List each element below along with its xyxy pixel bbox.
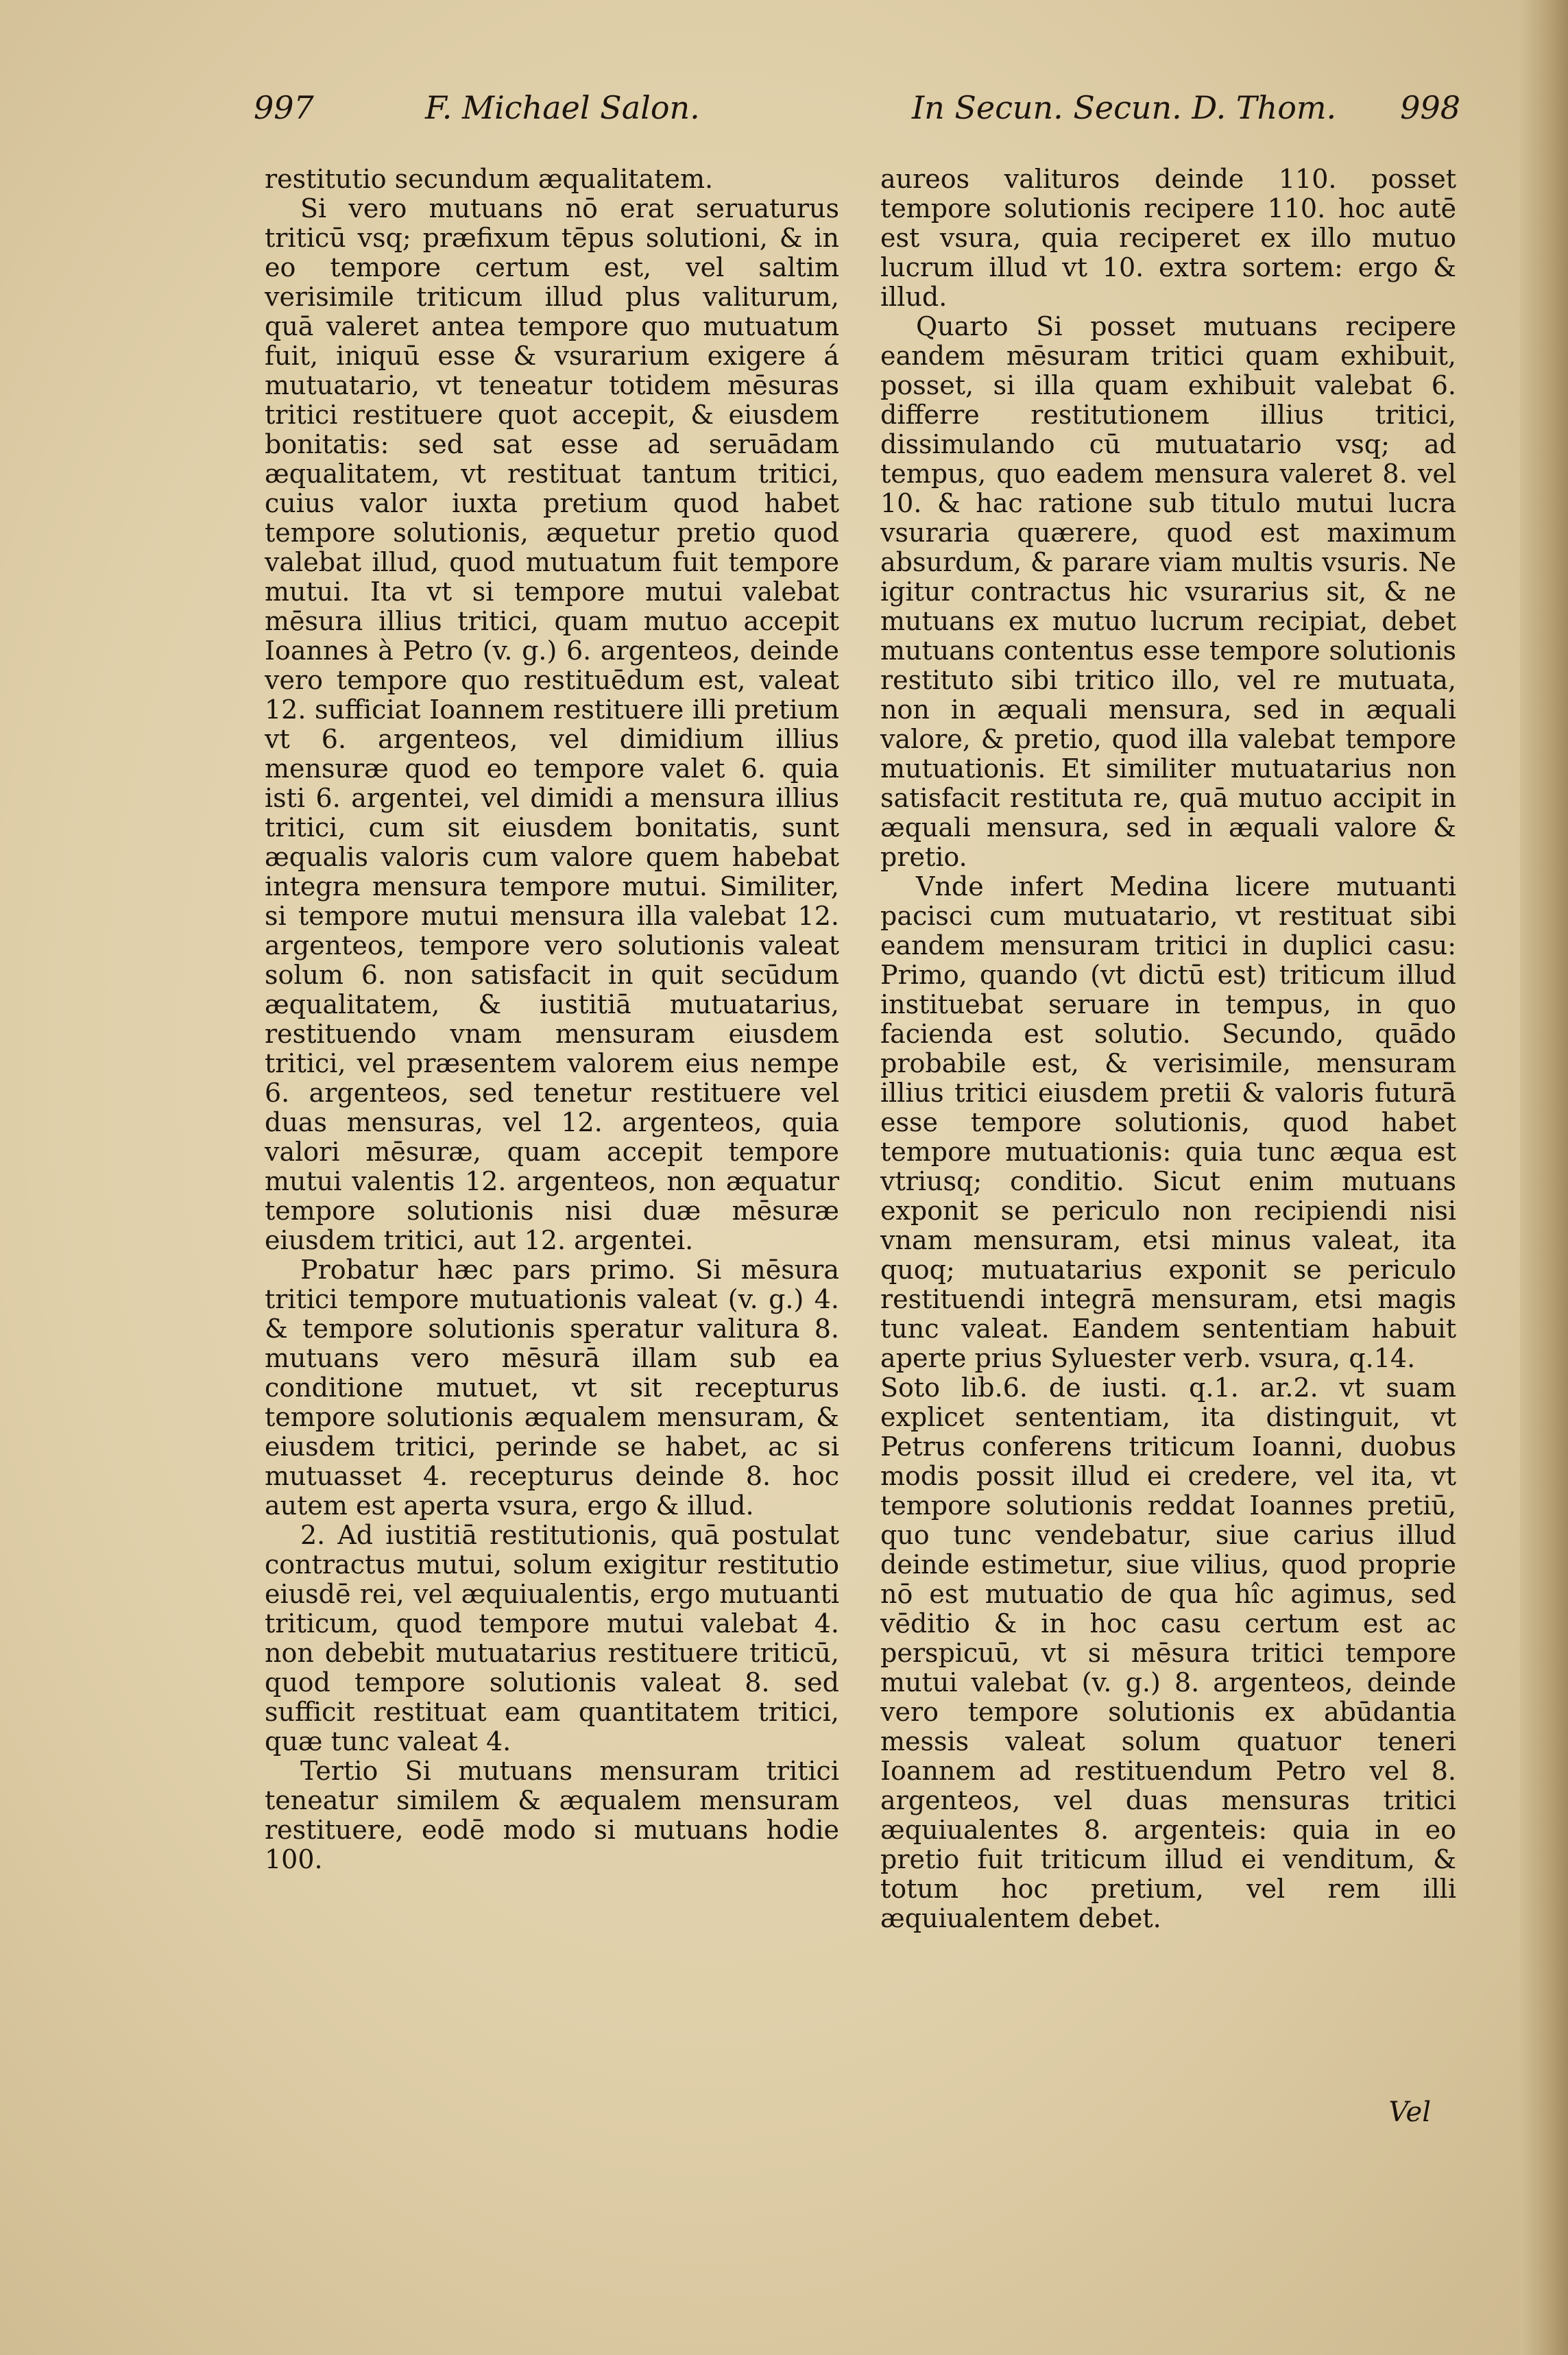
paragraph: Si vero mutuans nō erat seruaturus triticū vsq; præfixum tēpus solutioni, & in eo tempore certum est, vel saltim verisimile triticum illud plus valiturum, quā valeret antea tempore quo mutuatum fuit, iniquū esse & vsurarium exigere á mutuatario, vt teneatur totidem mēsuras tritici restituere quot accepit, & eiusdem bonitatis: sed sat esse ad seruādam æqualitatem, vt restituat tantum tritici, cuius valor iuxta pretium quod habet tempore solutionis, æquetur pretio quod valebat illud, quod mutuatum fuit tempore mutui. Ita vt si tempore mutui valebat mēsura illius tritici, quam mutuo accepit Ioannes à Petro (v. g.) 6. argenteos, deinde vero tempore quo restituēdum est, valeat 12. sufficiat Ioannem restituere illi pretium vt 6. argenteos, vel dimidium illius mensuræ quod eo tempore valet 6. quia isti 6. argentei, vel dimidi a mensura illius tritici, cum sit eiusdem bonitatis, sunt æqualis valoris cum valore quem habebat integra mensura tempore mutui. Similiter, si tempore mutui mensura illa valebat 12. argenteos, tempore vero solutionis valeat solum 6. non satisfacit in quit secūdum æqualitatem, & iustitiā mutuatarius, restituendo vnam mensuram eiusdem tritici, vel præsentem valorem eius nempe 6. argenteos, sed tenetur restituere vel duas mensuras, vel 12. argenteos, quia valori mēsuræ, quam accepit tempore mutui valentis 12. argenteos, non æquatur tempore solutionis nisi duæ mēsuræ eiusdem tritici, aut 12. argentei. bbox=[265, 193, 839, 1255]
left-text-column bbox=[265, 165, 839, 1874]
paragraph: Soto lib.6. de iusti. q.1. ar.2. vt suam explicet sententiam, ita distinguit, vt Petrus conferens triticum Ioanni, duobus modis possit illud ei credere, vel ita, vt tempore solutionis reddat Ioannes pretiū, quo tunc vendebatur, siue carius illud deinde estimetur, siue vilius, quod proprie nō est mutuatio de qua hîc agimus, sed vēditio & in hoc casu certum est ac perspicuū, vt si mēsura tritici tempore mutui valebat (v. g.) 8. argenteos, deinde vero tempore solutionis ex abūdantia messis valeat solum quatuor teneri Ioannem ad restituendum Petro vel 8. argenteos, vel duas mensuras tritici æquiualentes 8. argenteis: quia in eo pretio fuit triticum illud ei venditum, & totum hoc pretium, vel rem illi æquiualentem debet. bbox=[880, 1373, 1456, 1933]
author-running-head: F. Michael Salon. bbox=[425, 89, 700, 126]
paragraph: restitutio secundum æqualitatem. bbox=[265, 164, 714, 194]
paragraph: Tertio Si mutuans mensuram tritici teneatur similem & æqualem mensuram restituere, eodē modo si mutuans hodie 100. bbox=[265, 1756, 839, 1874]
paragraph: Vnde infert Medina licere mutuanti pacisci cum mutuatario, vt restituat sibi eandem mensuram tritici in duplici casu: Primo, quando (vt dictū est) triticum illud instituebat seruare in tempus, in quo facienda est solutio. Secundo, quādo probabile est, & verisimile, mensuram illius tritici eiusdem pretii & valoris futurā esse tempore solutionis, quod habet tempore mutuationis: quia tunc æqua est vtriusq; conditio. Sicut enim mutuans exponit se periculo non recipiendi nisi vnam mensuram, etsi minus valeat, ita quoq; mutuatarius exponit se periculo restituendi integrā mensuram, etsi magis tunc valeat. Eandem sententiam habuit aperte prius Syluester verb. vsura, q.14. bbox=[880, 871, 1456, 1373]
paragraph: Quarto Si posset mutuans recipere eandem mēsuram tritici quam exhibuit, posset, si illa quam exhibuit valebat 6. differre restitutionem illius tritici, dissimulando cū mutuatario vsq; ad tempus, quo eadem mensura valeret 8. vel 10. & hac ratione sub titulo mutui lucra vsuraria quærere, quod est maximum absurdum, & parare viam multis vsuris. Ne igitur contractus hic vsurarius sit, & ne mutuans ex mutuo lucrum recipiat, debet mutuans contentus esse tempore solutionis restituto sibi tritico illo, vel re mutuata, non in æquali mensura, sed in æquali valore, & pretio, quod illa valebat tempore mutuationis. Et similiter mutuatarius non satisfacit restituta re, quā mutuo accipit in æquali mensura, sed in æquali valore & pretio. bbox=[880, 311, 1456, 872]
catchword: Vel bbox=[1388, 2097, 1431, 2128]
running-header bbox=[254, 89, 1460, 144]
page-number-left: 997 bbox=[254, 89, 314, 126]
paragraph: aureos valituros deinde 110. posset tempore solutionis recipere 110. hoc autē est vsura, quia reciperet ex illo mutuo lucrum illud vt 10. extra sortem: ergo & illud. bbox=[880, 164, 1456, 312]
paragraph: Probatur hæc pars primo. Si mēsura tritici tempore mutuationis valeat (v. g.) 4. & tempore solutionis speratur valitura 8. mutuans vero mēsurā illam sub ea conditione mutuet, vt sit recepturus tempore solutionis æqualem mensuram, & eiusdem tritici, perinde se habet, ac si mutuasset 4. recepturus deinde 8. hoc autem est aperta vsura, ergo & illud. bbox=[265, 1255, 839, 1521]
page-number-right: 998 bbox=[1400, 89, 1460, 126]
title-running-head: In Secun. Secun. D. Thom. bbox=[912, 89, 1337, 126]
paragraph: 2. Ad iustitiā restitutionis, quā postulat contractus mutui, solum exigitur restitutio eiusdē rei, vel æquiualentis, ergo mutuanti triticum, quod tempore mutui valebat 4. non debebit mutuatarius restituere triticū, quod tempore solutionis valeat 8. sed sufficit restituat eam quantitatem tritici, quæ tunc valeat 4. bbox=[265, 1520, 839, 1756]
right-text-column bbox=[880, 165, 1456, 1933]
page-edge-shadow bbox=[1520, 0, 1568, 2355]
